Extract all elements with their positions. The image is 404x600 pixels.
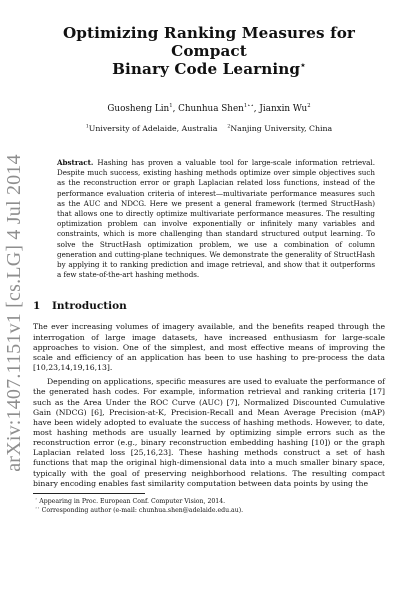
introduction-paragraph-2: Depending on applications, specific measures are used to evaluate the performance of the generated hash codes. For example, information retrieval and ranking criteria [17] such as the Area Under the ROC Curve (AUC) [7], Normalized Discounted Cumulative Gain (NDCG) [6], Precision-at-K, Precision-Recall and Mean Average Precision (mAP) have been widely adopted to evaluate the success of hashing methods. However, to date, most hashing methods are usually learned by optimizing simple errors such as the reconstruction error (e.g., binary reconstruction embedding hashing [10]) or the graph Laplacian related loss [25,16,23]. These hashing methods construct a set of hash functions that map the original high-dimensional data into a much smaller binary space, typically with the goal of preserving neighborhood relations. The resulting compact binary encoding enables fast similarity computation between data points by using the xyxy=(33,377,385,488)
title-footnote-mark: ⋆ xyxy=(300,59,306,71)
author-3-mark: 2 xyxy=(307,103,311,110)
affiliation-1-mark: 1 xyxy=(85,124,89,130)
affiliation-adelaide: University of Adelaide, Australia xyxy=(88,124,218,133)
author-guosheng-lin: Guosheng Lin xyxy=(107,104,170,114)
author-separator-2: , xyxy=(253,104,260,114)
author-chunhua-shen: Chunhua Shen xyxy=(178,104,244,114)
author-1-mark: 1 xyxy=(169,103,173,110)
title-line-1: Optimizing Ranking Measures for Compact xyxy=(62,24,356,60)
footnote-1-text: Appearing in Proc. European Conf. Computer Vision, 2014. xyxy=(37,497,226,505)
footnote-2-text: Corresponding author (e-mail: chunhua.shen@adelaide.edu.au). xyxy=(39,506,244,514)
section-heading-introduction xyxy=(33,300,385,313)
author-2-mark: 1⋆⋆ xyxy=(243,103,254,110)
abstract xyxy=(57,158,375,280)
affiliation-gap xyxy=(217,124,227,133)
introduction-paragraph-1: The ever increasing volumes of imagery available, and the benefits reaped through the interrogation of large image datasets, have increased enthusiasm for large-scale approaches to vision. One of the simplest, and most effective means of improving the scale and efficiency of an application has been to use hashing to pre-process the data [10,23,14,19,16,13]. xyxy=(33,322,385,373)
abstract-text: Hashing has proven a valuable tool for large-scale information retrieval. Despite much success, existing hashing methods optimize over simple objectives such as the reconstruction error or graph Laplacian related loss functions, instead of the performance evaluation criteria of interest—multivariate performance measures such as the AUC and NDCG. Here we present a general framework (termed StructHash) that allows one to directly optimize multivariate performance measures. The resulting optimization problem can involve exponentially or infinitely many variables and constraints, which is more challenging than standard structured output learning. To solve the StructHash optimization problem, we use a combination of column generation and cutting-plane techniques. We demonstrate the generality of StructHash by applying it to ranking prediction and image retrieval, and show that it outperforms a few state-of-the-art hashing methods. xyxy=(57,158,375,280)
section-title: Introduction xyxy=(52,300,127,313)
footnote-2-mark: ⋆⋆ xyxy=(35,505,40,510)
section-number: 1 xyxy=(33,300,41,313)
abstract-label: Abstract. xyxy=(57,158,94,167)
footnote-2 xyxy=(33,507,385,516)
footnotes xyxy=(33,498,385,515)
author-list xyxy=(33,104,385,115)
author-separator-1: , xyxy=(172,104,179,114)
affiliation-2-mark: 2 xyxy=(227,124,231,130)
paper-content xyxy=(33,24,385,515)
footnote-divider xyxy=(33,493,145,494)
title-line-2: Binary Code Learning xyxy=(112,60,301,78)
author-jianxin-wu: Jianxin Wu xyxy=(259,104,308,114)
affiliations xyxy=(33,124,385,134)
footnote-1-mark: ⋆ xyxy=(35,496,38,501)
affiliation-nanjing: Nanjing University, China xyxy=(230,124,333,133)
paper-title xyxy=(33,24,385,78)
arxiv-sidebar-stamp: arXiv:1407.1151v1 [cs.LG] 4 Jul 2014 xyxy=(2,154,25,472)
